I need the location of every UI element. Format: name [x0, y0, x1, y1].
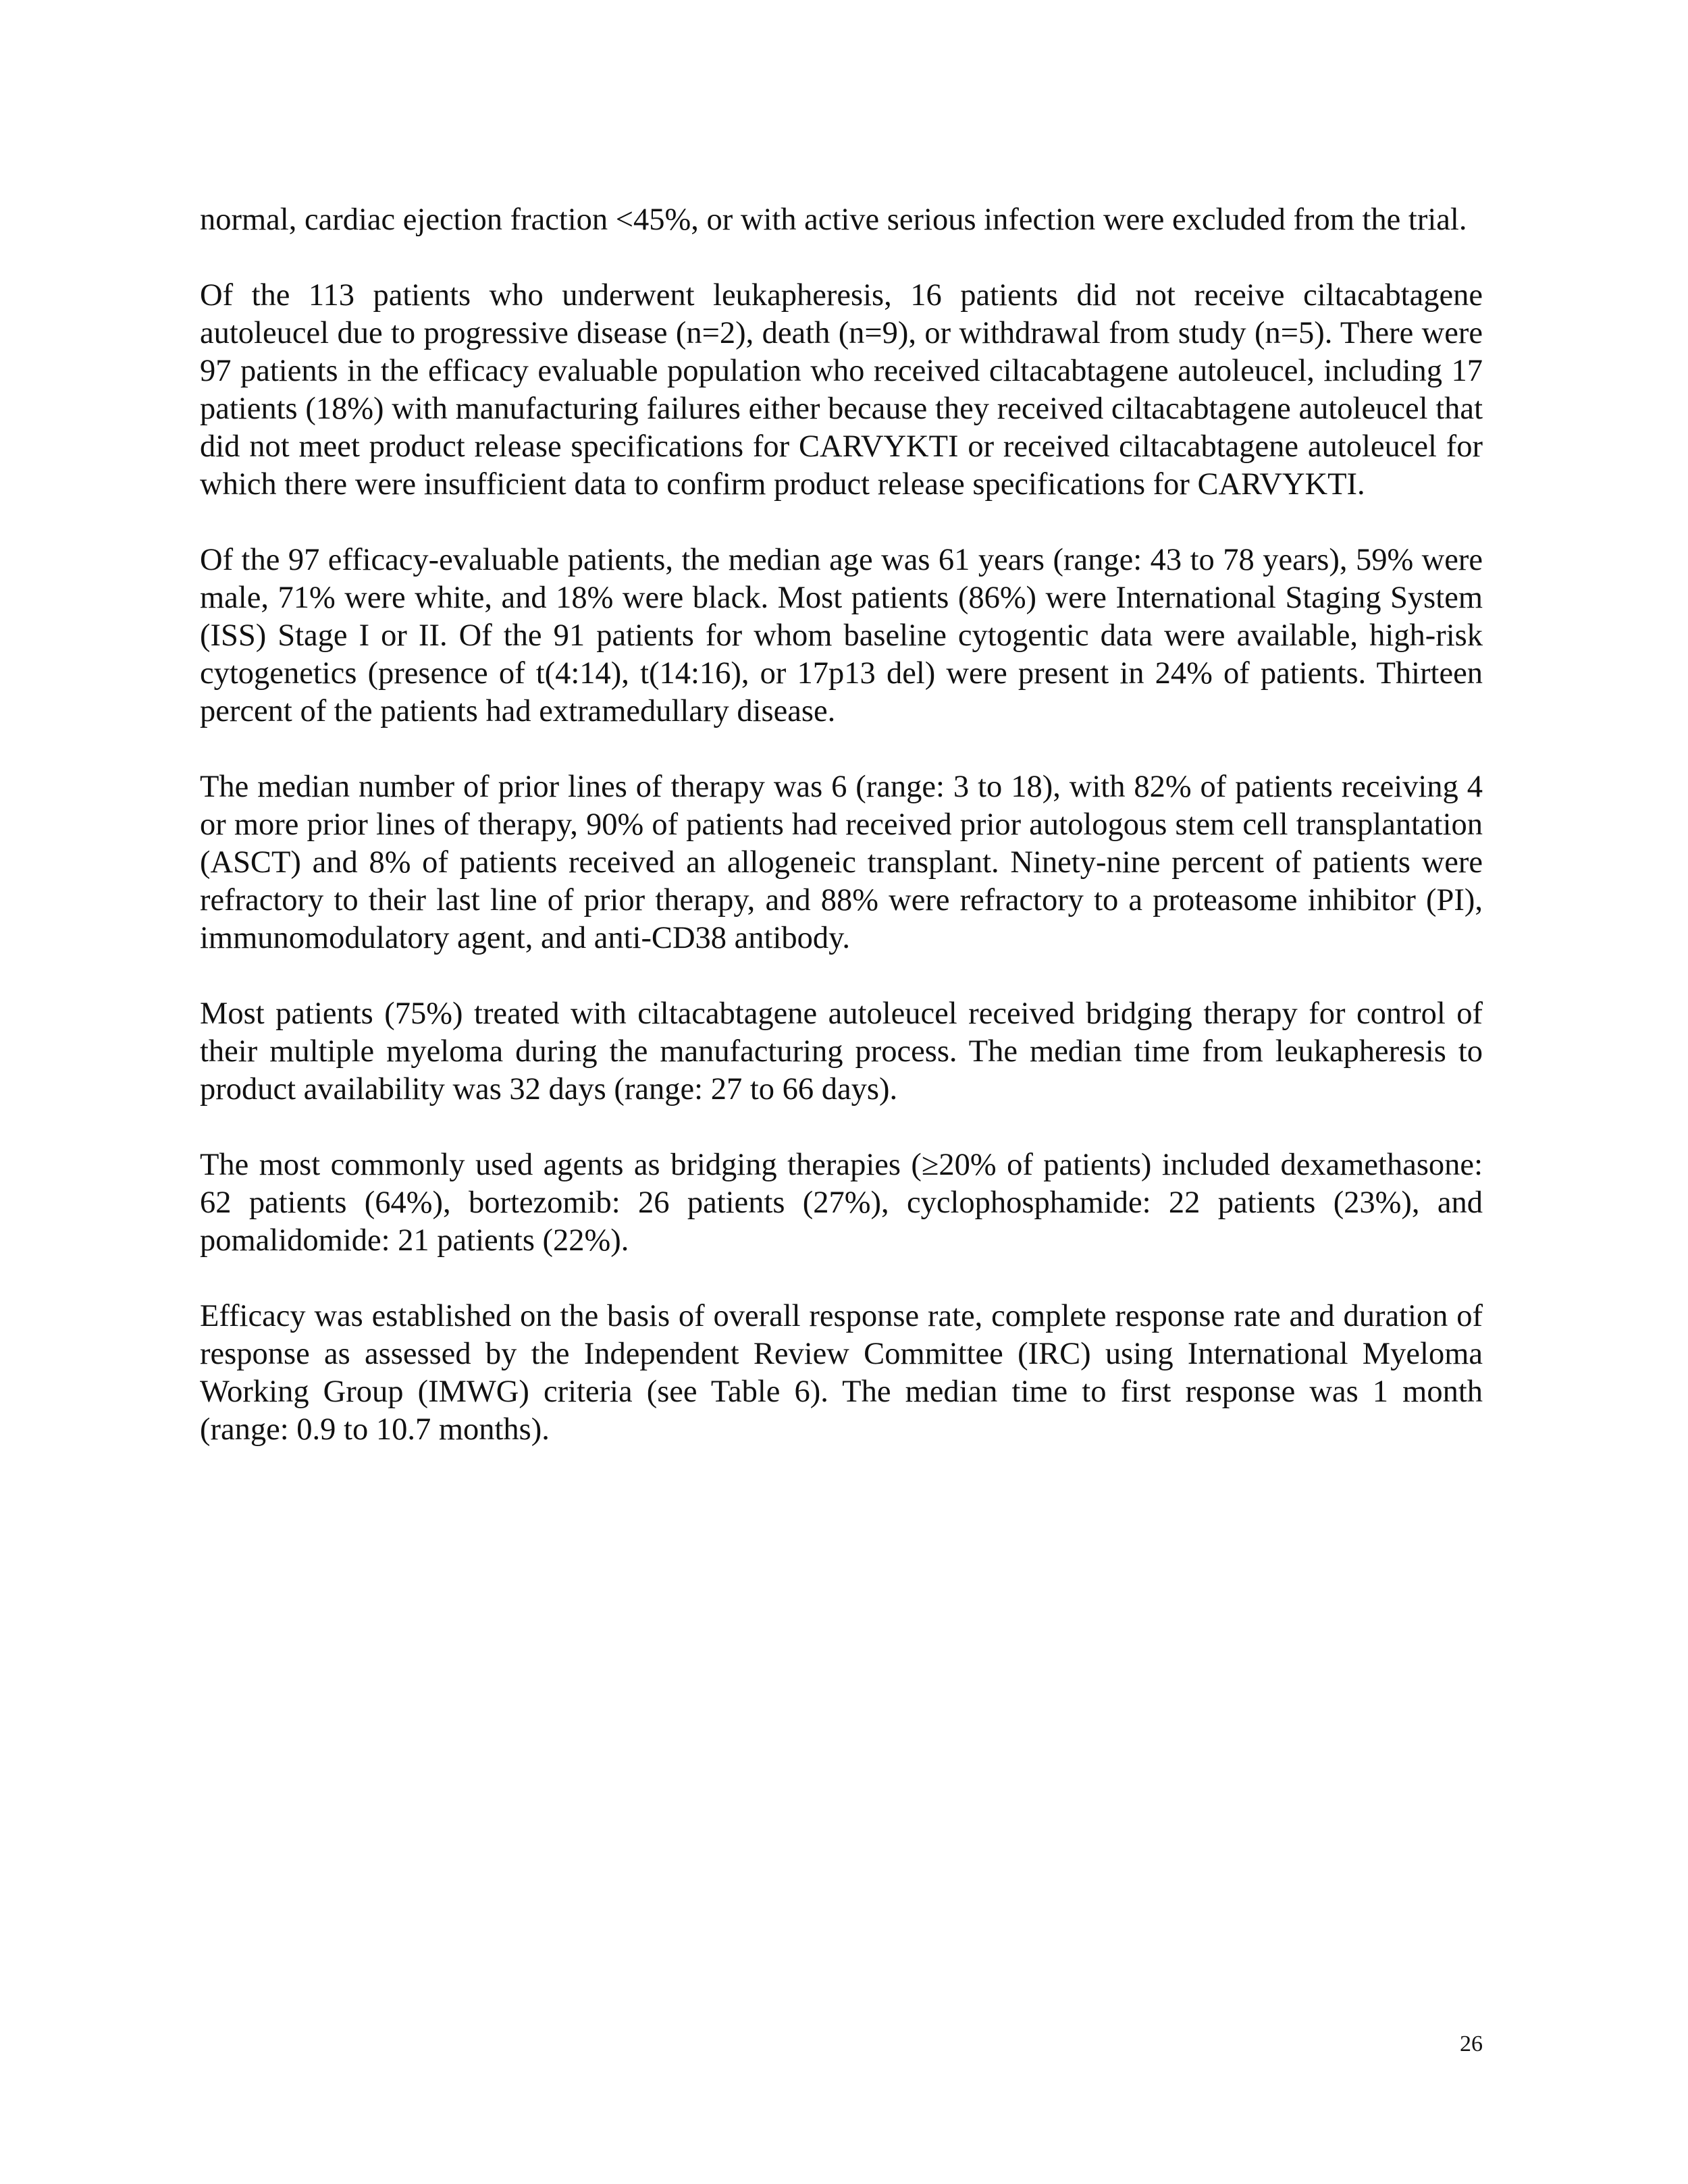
paragraph-demographics: Of the 97 efficacy-evaluable patients, the median age was 61 years (range: 43 to 78 years), 59% were male, 71% were white, and 18% were black. Most patients (86%) were International Staging System (ISS) Stage I or II. Of the 91 patients for whom baseline cytogentic data were available, high-risk cytogenetics (presence of t(4:14), t(14:16), or 17p13 del) were present in 24% of patients. Thirteen percent of the patients had extramedullary disease. [200, 543, 1483, 728]
body-text [200, 201, 1483, 1487]
paragraph-prior-therapy: The median number of prior lines of therapy was 6 (range: 3 to 18), with 82% of patients receiving 4 or more prior lines of therapy, 90% of patients had received prior autologous stem cell transplantation (ASCT) and 8% of patients received an allogeneic transplant. Ninety-nine percent of patients were refractory to their last line of prior therapy, and 88% were refractory to a proteasome inhibitor (PI), immunomodulatory agent, and anti-CD38 antibody. [200, 770, 1483, 955]
paragraph-leukapheresis: Of the 113 patients who underwent leukapheresis, 16 patients did not receive ciltacabtagene autoleucel due to progressive disease (n=2), death (n=9), or withdrawal from study (n=5). There were 97 patients in the efficacy evaluable population who received ciltacabtagene autoleucel, including 17 patients (18%) with manufacturing failures either because they received ciltacabtagene autoleucel that did not meet product release specifications for CARVYKTI or received ciltacabtagene autoleucel for which there were insufficient data to confirm product release specifications for CARVYKTI. [200, 278, 1483, 502]
paragraph-bridging-agents: The most commonly used agents as bridging therapies (≥20% of patients) included dexamethasone: 62 patients (64%), bortezomib: 26 patients (27%), cyclophosphamide: 22 patients (23%), and pomalidomide: 21 patients (22%). [200, 1148, 1483, 1258]
paragraph-bridging-therapy: Most patients (75%) treated with ciltacabtagene autoleucel received bridging therapy for control of their multiple myeloma during the manufacturing process. The median time from leukapheresis to product availability was 32 days (range: 27 to 66 days). [200, 996, 1483, 1107]
page-number: 26 [1460, 2031, 1483, 2056]
paragraph-efficacy: Efficacy was established on the basis of overall response rate, complete response rate and duration of response as assessed by the Independent Review Committee (IRC) using International Myeloma Working Group (IMWG) criteria (see Table 6). The median time to first response was 1 month (range: 0.9 to 10.7 months). [200, 1299, 1483, 1447]
paragraph-exclusion-criteria: normal, cardiac ejection fraction <45%, or with active serious infection were excluded from the trial. [200, 203, 1467, 237]
